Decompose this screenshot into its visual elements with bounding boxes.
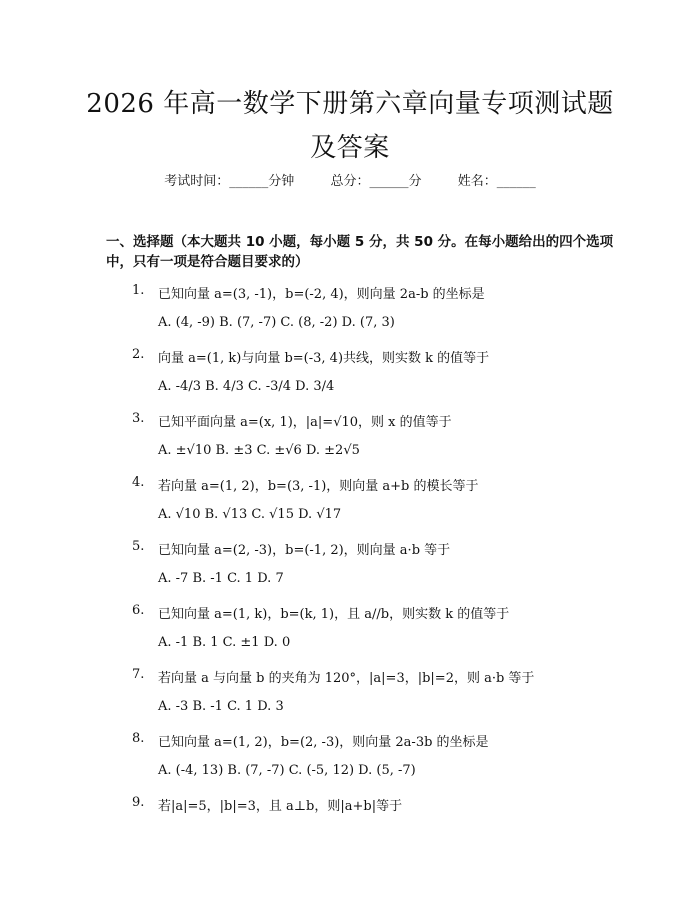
question-number: 7. <box>132 667 145 682</box>
question-3-options: A. ±√10 B. ±3 C. ±√6 D. ±2√5 <box>158 443 360 458</box>
question-number: 3. <box>132 411 145 426</box>
question-number: 9. <box>132 795 145 810</box>
question-stem: 已知向量 a=(1, 2)，b=(2, -3)，则向量 2a-3b 的坐标是 <box>158 735 489 750</box>
question-1-options: A. (4, -9) B. (7, -7) C. (8, -2) D. (7, 3) <box>158 315 395 330</box>
question-stem: 已知向量 a=(3, -1)，b=(-2, 4)，则向量 2a-b 的坐标是 <box>158 287 485 302</box>
question-number: 8. <box>132 731 145 746</box>
question-number: 2. <box>132 347 145 362</box>
page-title <box>60 82 640 170</box>
question-stem: 若向量 a 与向量 b 的夹角为 120°，|a|=3，|b|=2，则 a·b 等于 <box>158 671 535 686</box>
question-stem: 已知向量 a=(1, k)，b=(k, 1)，且 a//b，则实数 k 的值等于 <box>158 607 510 622</box>
question-8-options: A. (-4, 13) B. (7, -7) C. (-5, 12) D. (5, -7) <box>158 763 416 778</box>
question-stem: 向量 a=(1, k)与向量 b=(-3, 4)共线，则实数 k 的值等于 <box>158 351 490 366</box>
title-line-2: 及答案 <box>310 133 390 163</box>
title-line-1: 2026 年高一数学下册第六章向量专项测试题 <box>86 89 614 119</box>
total-score-label: 总分：______分 <box>330 174 422 189</box>
section-heading: 一、选择题（本大题共 10 小题，每小题 5 分，共 50 分。在每小题给出的四个选项中，只有一项是符合题目要求的） <box>106 234 614 270</box>
question-stem: 已知平面向量 a=(x, 1)，|a|=√10，则 x 的值等于 <box>158 415 452 430</box>
question-7-options: A. -3 B. -1 C. 1 D. 3 <box>158 699 284 714</box>
exam-time-label: 考试时间：______分钟 <box>164 174 295 189</box>
question-6-options: A. -1 B. 1 C. ±1 D. 0 <box>158 635 291 650</box>
student-name-label: 姓名：______ <box>457 174 536 189</box>
question-number: 4. <box>132 475 145 490</box>
question-2-options: A. -4/3 B. 4/3 C. -3/4 D. 3/4 <box>158 379 335 394</box>
question-stem: 已知向量 a=(2, -3)，b=(-1, 2)，则向量 a·b 等于 <box>158 543 451 558</box>
question-number: 6. <box>132 603 145 618</box>
question-stem: 若|a|=5，|b|=3，且 a⊥b，则|a+b|等于 <box>158 799 403 814</box>
question-number: 1. <box>132 283 145 298</box>
question-5-options: A. -7 B. -1 C. 1 D. 7 <box>158 571 284 586</box>
question-4-options: A. √10 B. √13 C. √15 D. √17 <box>158 507 342 522</box>
exam-meta <box>0 170 700 189</box>
question-number: 5. <box>132 539 145 554</box>
question-stem: 若向量 a=(1, 2)，b=(3, -1)，则向量 a+b 的模长等于 <box>158 479 479 494</box>
